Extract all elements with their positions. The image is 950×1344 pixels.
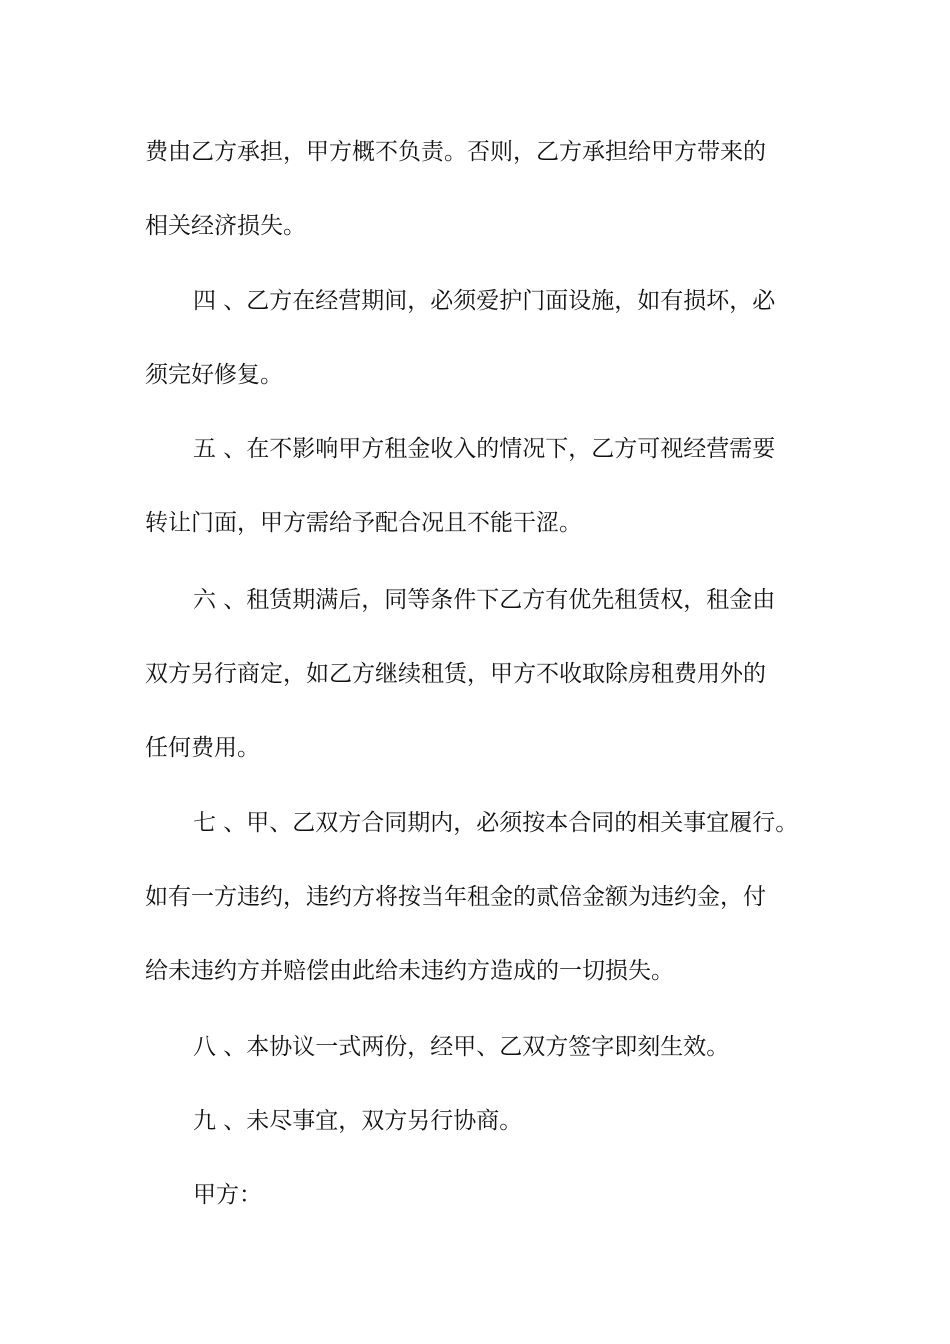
- clause-9: 九 、未尽事宜，双方另行协商。: [193, 1108, 523, 1134]
- clause-7-middle: 如有一方违约，违约方将按当年租金的贰倍金额为违约金，付: [145, 884, 766, 910]
- clause-5-start: 五 、在不影响甲方租金收入的情况下，乙方可视经营需要: [193, 436, 776, 462]
- clause-7-start: 七 、甲、乙双方合同期内，必须按本合同的相关事宜履行。: [193, 810, 799, 836]
- clause-4-start: 四 、乙方在经营期间，必须爱护门面设施，如有损坏，必: [193, 288, 776, 314]
- clause-8: 八 、本协议一式两份，经甲、乙双方签字即刻生效。: [193, 1034, 730, 1060]
- clause-7-end: 给未违约方并赔偿由此给未违约方造成的一切损失。: [145, 958, 674, 984]
- clause-5-end: 转让门面，甲方需给予配合况且不能干涩。: [145, 510, 582, 536]
- clause-6-end: 任何费用。: [145, 735, 260, 761]
- clause-6-start: 六 、租赁期满后，同等条件下乙方有优先租赁权，租金由: [193, 587, 776, 613]
- party-a-signature-label: 甲方：: [193, 1182, 262, 1208]
- text-line-clause-3-end: 相关经济损失。: [145, 213, 306, 239]
- text-line-clause-3-continued: 费由乙方承担，甲方概不负责。否则，乙方承担给甲方带来的: [145, 139, 766, 165]
- clause-4-end: 须完好修复。: [145, 362, 283, 388]
- clause-6-middle: 双方另行商定，如乙方继续租赁，甲方不收取除房租费用外的: [145, 661, 766, 687]
